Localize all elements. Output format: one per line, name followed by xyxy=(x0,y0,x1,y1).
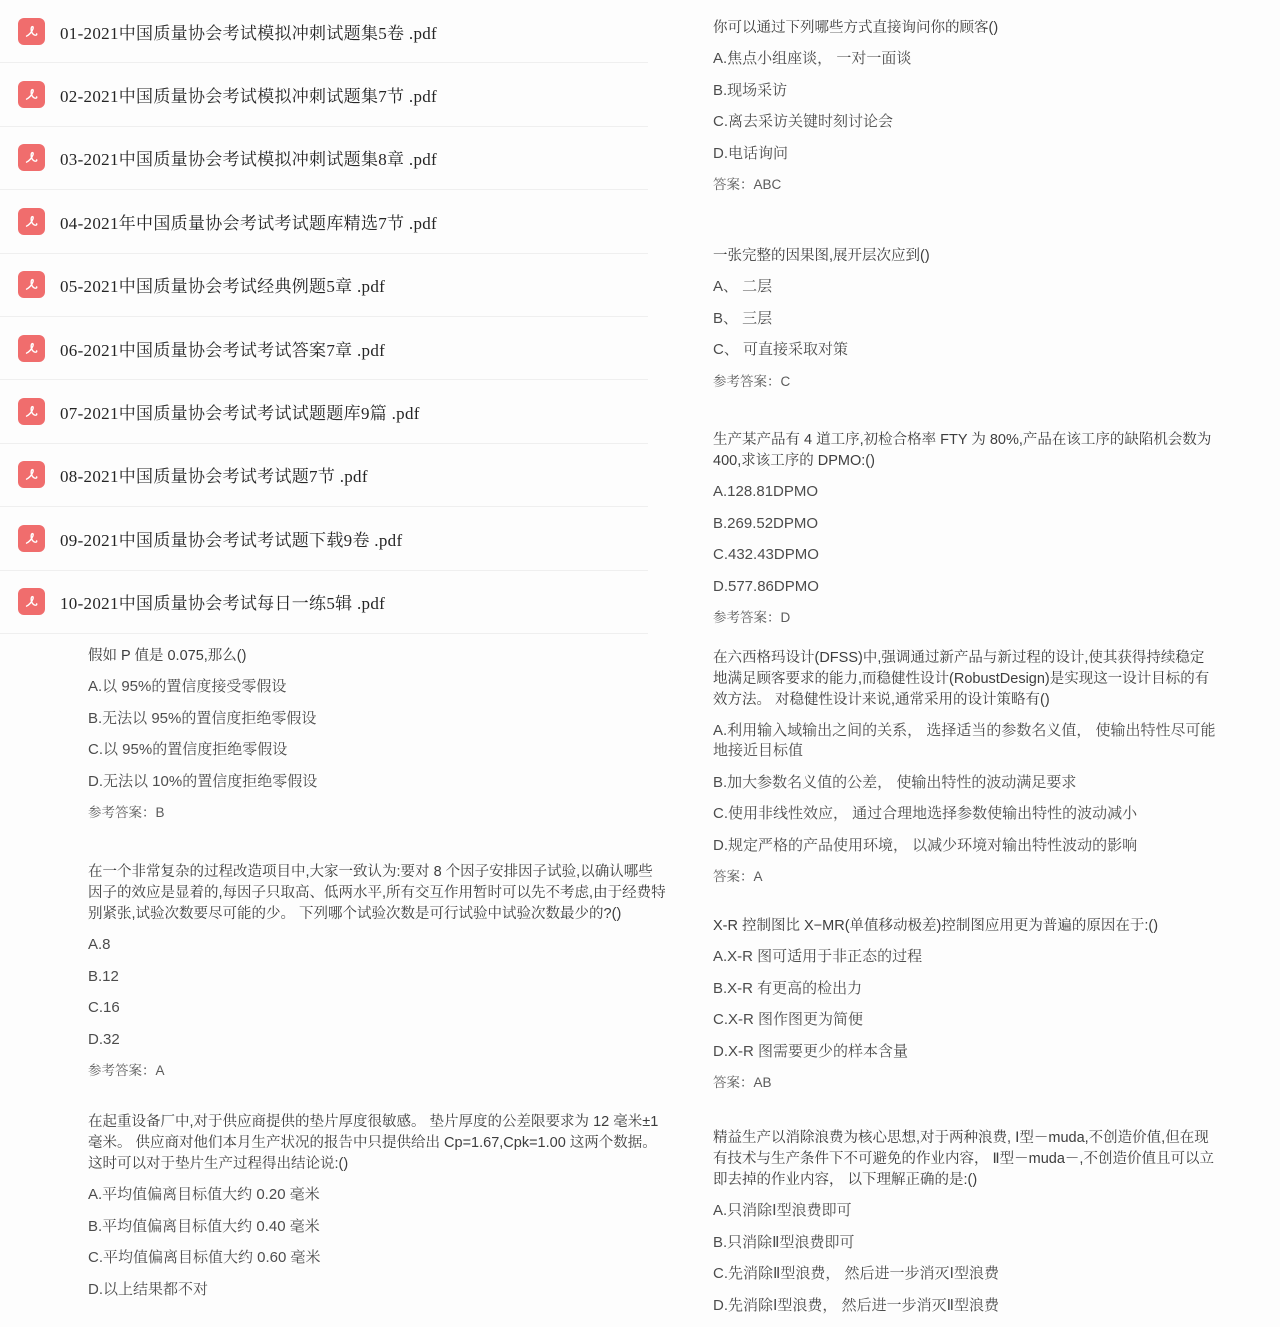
question-option: B.12 xyxy=(88,967,119,985)
question-option: A.128.81DPMO xyxy=(713,483,819,500)
question-answer: 参考答案：B xyxy=(88,805,165,820)
question-block xyxy=(713,430,1216,627)
question-option: C.以 95%的置信度拒绝零假设 xyxy=(88,741,288,758)
question-block xyxy=(713,18,1216,194)
question-answer: 答案：AB xyxy=(713,1075,772,1090)
question-block xyxy=(88,1112,666,1311)
question-option: A.平均值偏离目标值大约 0.20 毫米 xyxy=(88,1186,320,1203)
question-answer: 参考答案：D xyxy=(713,610,791,625)
question-text: 一张完整的因果图,展开层次应到() xyxy=(713,248,930,264)
question-block xyxy=(88,862,666,1080)
file-name: 02-2021中国质量协会考试模拟冲刺试题集7节 .pdf xyxy=(60,87,438,107)
question-option: D.规定严格的产品使用环境， 以减少环境对输出特性波动的影响 xyxy=(713,836,1138,854)
question-option: B.加大参数名义值的公差， 使输出特性的波动满足要求 xyxy=(713,773,1077,791)
questions-column-right xyxy=(713,0,1216,1314)
question-option: A.利用输入域输出之间的关系， 选择适当的参数名义值， 使输出特性尽可能地接近目标值 xyxy=(713,722,1216,759)
file-name: 08-2021中国质量协会考试考试题7节 .pdf xyxy=(60,467,368,487)
pdf-file-icon xyxy=(18,18,45,45)
question-block xyxy=(713,648,1216,886)
pdf-file-icon xyxy=(18,588,45,615)
question-block xyxy=(88,646,666,822)
question-option: C.平均值偏离目标值大约 0.60 毫米 xyxy=(88,1249,321,1266)
question-text: 你可以通过下列哪些方式直接询问你的顾客() xyxy=(713,20,999,36)
question-option: C.先消除Ⅱ型浪费， 然后进一步消灭Ⅰ型浪费 xyxy=(713,1265,999,1282)
question-option: B.X-R 有更高的检出力 xyxy=(713,979,863,997)
question-option: D.无法以 10%的置信度拒绝零假设 xyxy=(88,772,318,790)
question-option: D.以上结果都不对 xyxy=(88,1280,209,1298)
pdf-file-icon xyxy=(18,461,45,488)
question-text: X-R 控制图比 X−MR(单值移动极差)控制图应用更为普遍的原因在于:() xyxy=(713,918,1159,934)
question-option: D.电话询问 xyxy=(713,144,789,162)
pdf-file-icon xyxy=(18,81,45,108)
question-block xyxy=(713,916,1216,1092)
pdf-file-icon xyxy=(18,144,45,171)
question-option: C、 可直接采取对策 xyxy=(713,341,849,358)
question-text: 生产某产品有 4 道工序,初检合格率 FTY 为 80%,产品在该工序的缺陷机会数为 400,求该工序的 DPMO:() xyxy=(713,432,1212,469)
question-answer: 参考答案：C xyxy=(713,373,791,389)
question-option: C.离去采访关键时刻讨论会 xyxy=(713,113,894,130)
question-option: B.现场采访 xyxy=(713,81,788,99)
question-text: 在六西格玛设计(DFSS)中,强调通过新产品与新过程的设计,使其获得持续稳定地满足顾客要求的能力,而稳健性设计(RobustDesign)是实现这一设计目标的有效方法。 对稳健性设计来说,通常采用的设计策略有() xyxy=(713,650,1210,708)
file-name: 05-2021中国质量协会考试经典例题5章 .pdf xyxy=(60,277,386,297)
question-option: B.无法以 95%的置信度拒绝零假设 xyxy=(88,709,317,727)
file-name: 03-2021中国质量协会考试模拟冲刺试题集8章 .pdf xyxy=(60,150,438,170)
pdf-file-icon xyxy=(18,271,45,298)
question-option: C.使用非线性效应， 通过合理地选择参数使输出特性的波动减小 xyxy=(713,805,1138,822)
file-name: 04-2021年中国质量协会考试考试题库精选7节 .pdf xyxy=(60,213,438,233)
question-option: C.16 xyxy=(88,999,120,1016)
question-option: A.焦点小组座谈， 一对一面谈 xyxy=(713,50,912,67)
question-block xyxy=(713,246,1216,391)
question-option: C.X-R 图作图更为简便 xyxy=(713,1011,864,1028)
question-option: D.先消除Ⅰ型浪费， 然后进一步消灭Ⅱ型浪费 xyxy=(713,1296,999,1314)
question-option: D.X-R 图需要更少的样本含量 xyxy=(713,1042,909,1060)
question-text: 精益生产以消除浪费为核心思想,对于两种浪费, Ⅰ型－muda,不创造价值,但在现有技术与生产条件下不可避免的作业内容， Ⅱ型－muda－,不创造价值且可以立即去掉的作业内容， 以下理解正确的是:() xyxy=(713,1130,1214,1188)
question-option: A.只消除Ⅰ型浪费即可 xyxy=(713,1202,852,1219)
file-name: 01-2021中国质量协会考试模拟冲刺试题集5卷 .pdf xyxy=(60,23,438,43)
question-text: 假如 P 值是 0.075,那么() xyxy=(88,648,247,664)
pdf-file-icon xyxy=(18,525,45,552)
question-text: 在一个非常复杂的过程改造项目中,大家一致认为:要对 8 个因子安排因子试验,以确认哪些因子的效应是显着的,每因子只取高、低两水平,所有交互作用暂时可以先不考虑,由于经费特别紧张,试验次数要尽可能的少。 下列哪个试验次数是可行试验中试验次数最少的?() xyxy=(88,864,666,922)
question-answer: 参考答案：A xyxy=(88,1063,165,1078)
question-option: B.平均值偏离目标值大约 0.40 毫米 xyxy=(88,1217,320,1235)
file-name: 10-2021中国质量协会考试每日一练5辑 .pdf xyxy=(60,594,386,614)
question-option: B.269.52DPMO xyxy=(713,514,819,532)
question-option: B.只消除Ⅱ型浪费即可 xyxy=(713,1233,855,1251)
question-text: 在起重设备厂中,对于供应商提供的垫片厚度很敏感。 垫片厚度的公差限要求为 12 毫米±1 毫米。 供应商对他们本月生产状况的报告中只提供给出 Cp=1.67,Cpk=1.00 这两个数据。 这时可以对于垫片生产过程得出结论说:() xyxy=(88,1114,659,1172)
question-option: A.8 xyxy=(88,936,111,953)
question-answer: 答案：ABC xyxy=(713,177,782,192)
question-option: B、 三层 xyxy=(713,309,773,327)
question-answer: 答案：A xyxy=(713,869,763,884)
file-name: 07-2021中国质量协会考试考试试题题库9篇 .pdf xyxy=(60,404,420,424)
pdf-file-icon xyxy=(18,208,45,235)
file-name: 09-2021中国质量协会考试考试题下载9卷 .pdf xyxy=(60,530,403,550)
pdf-file-icon xyxy=(18,398,45,425)
file-name: 06-2021中国质量协会考试考试答案7章 .pdf xyxy=(60,340,386,360)
question-option: A、 二层 xyxy=(713,278,773,295)
question-option: A.X-R 图可适用于非正态的过程 xyxy=(713,948,923,965)
question-option: D.577.86DPMO xyxy=(713,577,819,595)
question-option: A.以 95%的置信度接受零假设 xyxy=(88,678,287,695)
question-block xyxy=(713,1128,1216,1327)
pdf-file-icon xyxy=(18,335,45,362)
question-option: C.432.43DPMO xyxy=(713,546,819,563)
questions-column-left xyxy=(88,0,666,1298)
question-option: D.32 xyxy=(88,1030,120,1048)
